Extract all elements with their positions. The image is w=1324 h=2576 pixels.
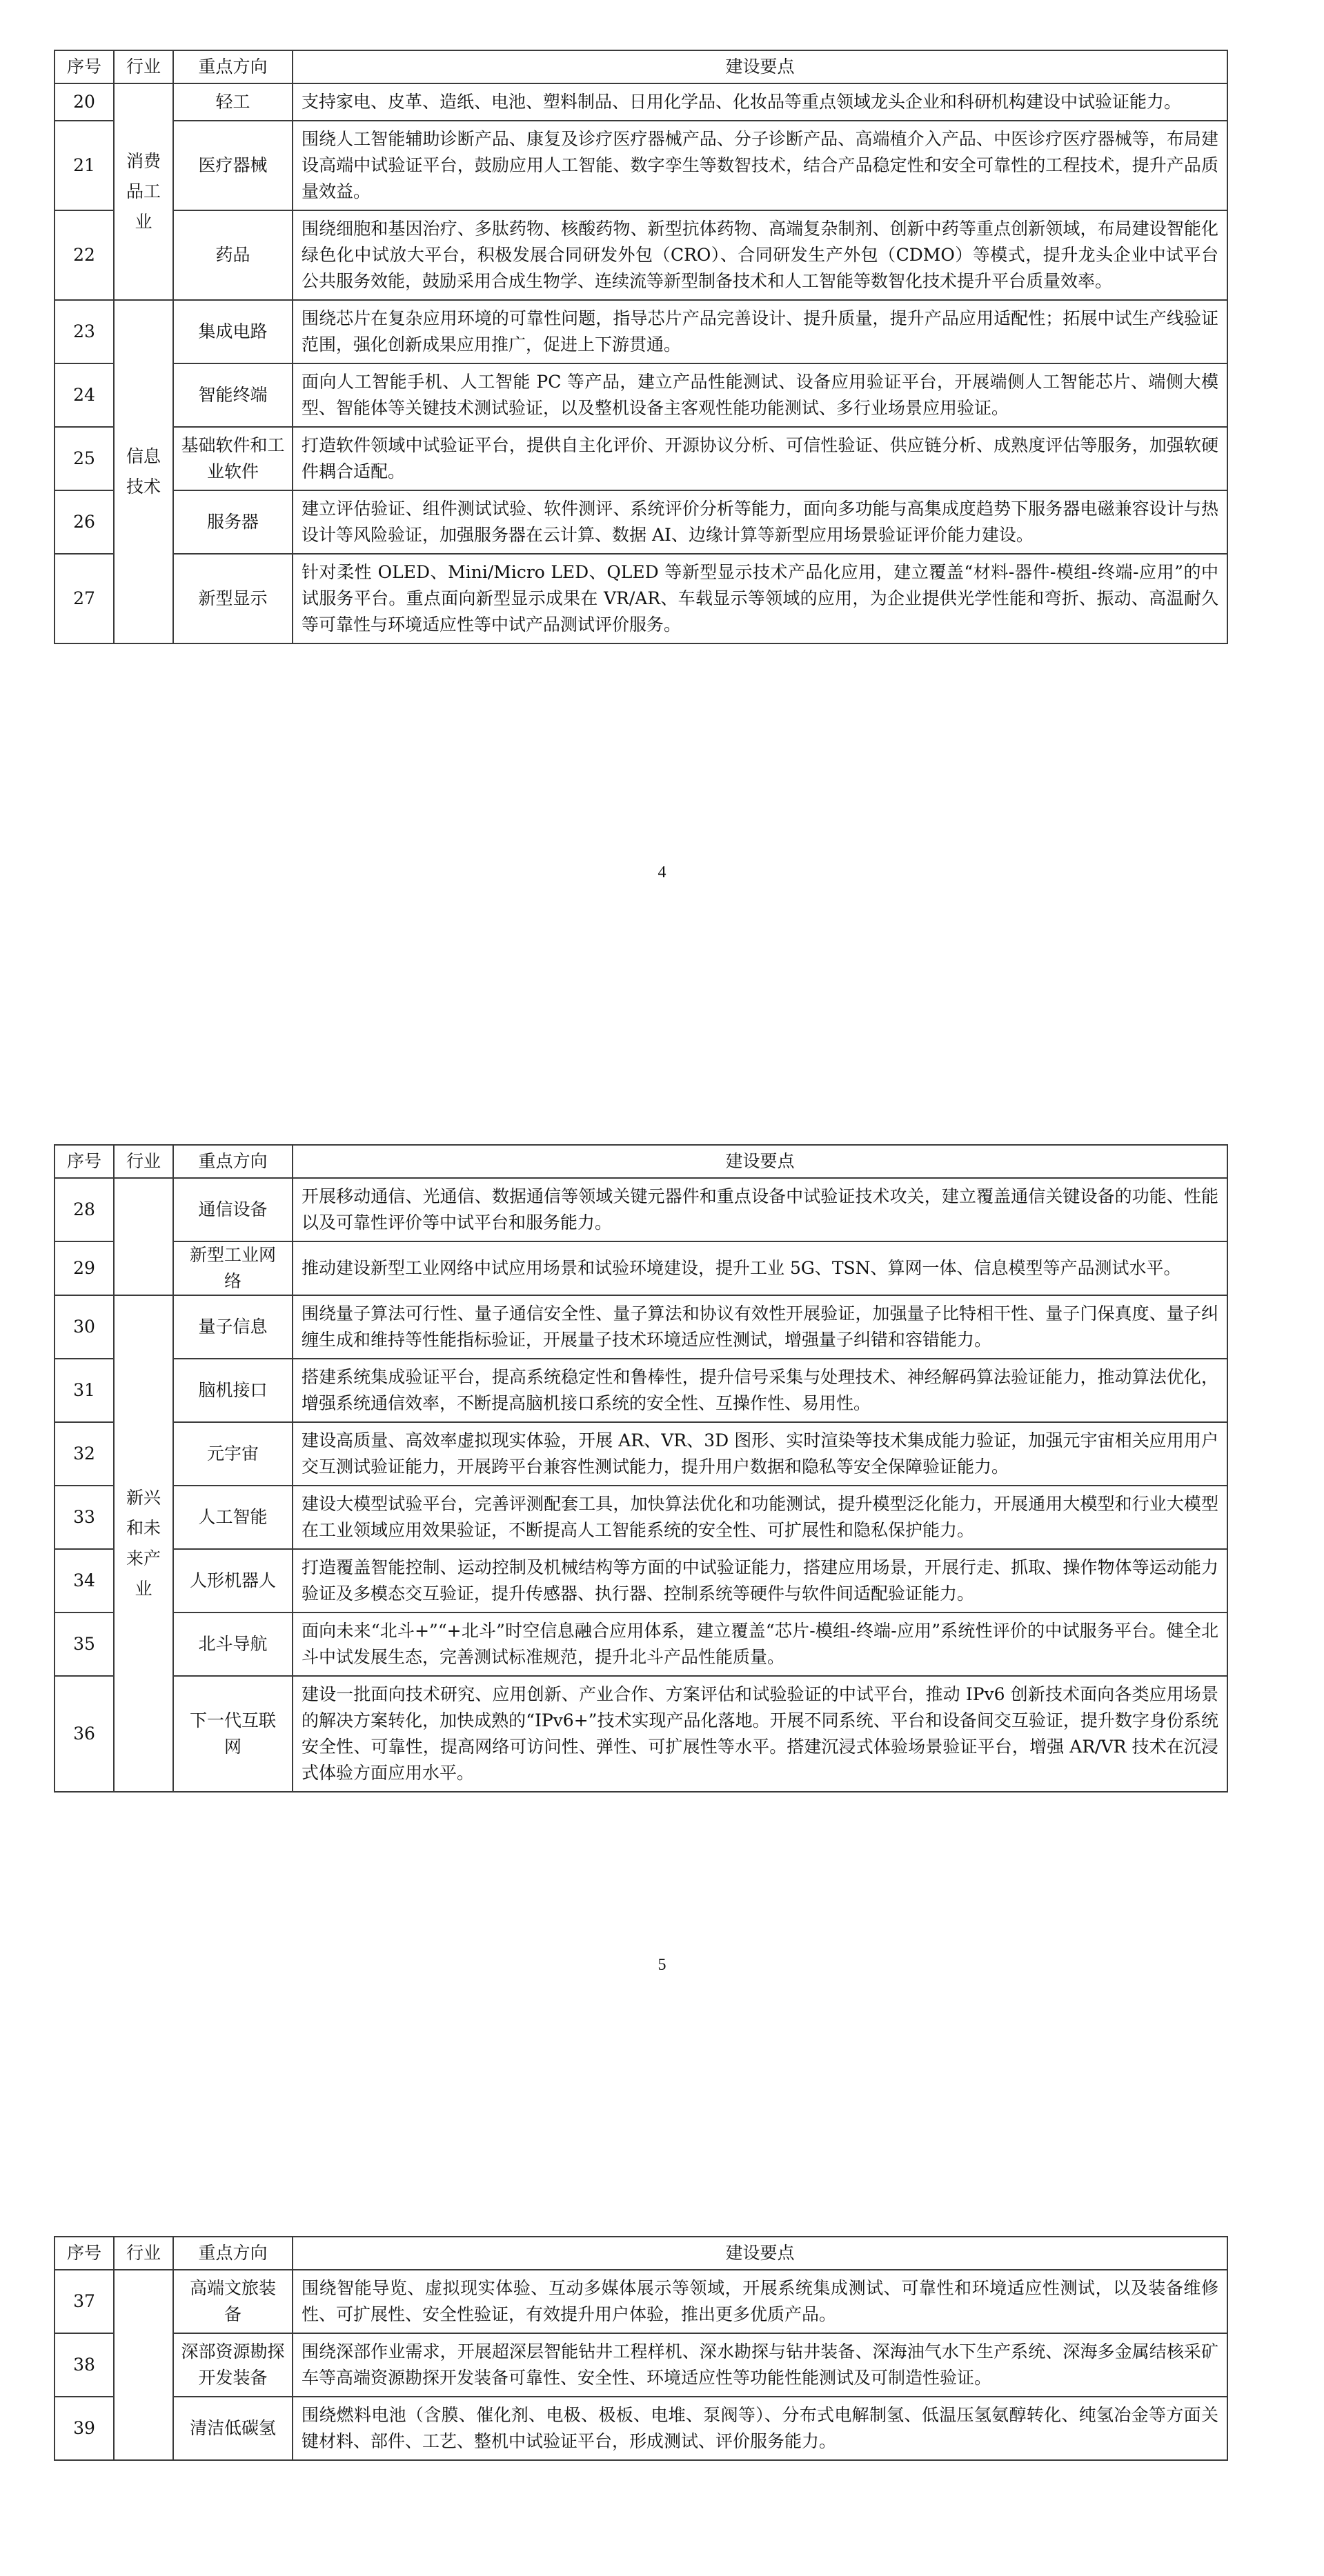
row-no: 32 [55, 1422, 114, 1486]
table-row [55, 1422, 1227, 1486]
table-row [55, 1549, 1227, 1613]
row-direction: 智能终端 [173, 363, 293, 427]
row-points: 建立评估验证、组件测试试验、软件测评、系统评价分析等能力，面向多功能与高集成度趋势下服务器电磁兼容设计与热设计等风险验证，加强服务器在云计算、数据 AI、边缘计算等新型应用场景验证评价能力建设。 [293, 490, 1227, 554]
table-header-row [55, 50, 1227, 83]
table-row [55, 2333, 1227, 2397]
row-points: 围绕芯片在复杂应用环境的可靠性问题，指导芯片产品完善设计、提升质量，提升产品应用适配性；拓展中试生产线验证范围，强化创新成果应用推广，促进上下游贯通。 [293, 300, 1227, 363]
row-no: 29 [55, 1241, 114, 1295]
table-row [55, 121, 1227, 210]
table-row [55, 1241, 1227, 1295]
industry-cell: 新兴和未来产业 [114, 1295, 173, 1792]
row-no: 25 [55, 427, 114, 490]
row-points: 打造软件领域中试验证平台，提供自主化评价、开源协议分析、可信性验证、供应链分析、成熟度评估等服务，加强软硬件耦合适配。 [293, 427, 1227, 490]
table-row [55, 363, 1227, 427]
row-points: 围绕量子算法可行性、量子通信安全性、量子算法和协议有效性开展验证，加强量子比特相干性、量子门保真度、量子纠缠生成和维持等性能指标验证，开展量子技术环境适应性测试，增强量子纠错和容错能力。 [293, 1295, 1227, 1359]
row-no: 33 [55, 1486, 114, 1549]
row-points: 围绕深部作业需求，开展超深层智能钻井工程样机、深水勘探与钻井装备、深海油气水下生产系统、深海多金属结核采矿车等高端资源勘探开发装备可靠性、安全性、环境适应性等功能性能测试及可制造性验证。 [293, 2333, 1227, 2397]
row-direction: 医疗器械 [173, 121, 293, 210]
industry-cell: 信息技术 [114, 300, 173, 643]
table-row [55, 300, 1227, 363]
row-no: 23 [55, 300, 114, 363]
page-number: 5 [658, 1956, 666, 1974]
row-no: 31 [55, 1359, 114, 1422]
header-no: 序号 [55, 2237, 114, 2270]
table-row [55, 1613, 1227, 1676]
row-direction: 量子信息 [173, 1295, 293, 1359]
header-direction: 重点方向 [173, 50, 293, 83]
row-no: 27 [55, 554, 114, 643]
row-no: 35 [55, 1613, 114, 1676]
row-points: 开展移动通信、光通信、数据通信等领域关键元器件和重点设备中试验证技术攻关，建立覆盖通信关键设备的功能、性能以及可靠性评价等中试平台和服务能力。 [293, 1178, 1227, 1241]
industry-cell [114, 2270, 173, 2460]
row-direction: 高端文旅装备 [173, 2270, 293, 2333]
row-no: 36 [55, 1676, 114, 1792]
row-direction: 通信设备 [173, 1178, 293, 1241]
row-no: 22 [55, 210, 114, 300]
row-no: 30 [55, 1295, 114, 1359]
row-direction: 深部资源勘探开发装备 [173, 2333, 293, 2397]
row-points: 面向未来“北斗+”“+北斗”时空信息融合应用体系，建立覆盖“芯片-模组-终端-应用”系统性评价的中试服务平台。健全北斗中试发展生态，完善测试标准规范，提升北斗产品性能质量。 [293, 1613, 1227, 1676]
header-direction: 重点方向 [173, 1145, 293, 1178]
row-no: 39 [55, 2397, 114, 2460]
industry-cell [114, 1178, 173, 1295]
table-row [55, 1295, 1227, 1359]
row-no: 20 [55, 83, 114, 121]
row-direction: 人工智能 [173, 1486, 293, 1549]
header-points: 建设要点 [293, 1145, 1227, 1178]
table-row [55, 83, 1227, 121]
row-direction: 集成电路 [173, 300, 293, 363]
table-row [55, 554, 1227, 643]
table-header-row [55, 1145, 1227, 1178]
row-direction: 新型显示 [173, 554, 293, 643]
row-points: 围绕燃料电池（含膜、催化剂、电极、极板、电堆、泵阀等）、分布式电解制氢、低温压氢氨醇转化、纯氢冶金等方面关键材料、部件、工艺、整机中试验证平台，形成测试、评价服务能力。 [293, 2397, 1227, 2460]
header-no: 序号 [55, 1145, 114, 1178]
row-points: 围绕智能导览、虚拟现实体验、互动多媒体展示等领域，开展系统集成测试、可靠性和环境适应性测试，以及装备维修性、可扩展性、安全性验证，有效提升用户体验，推出更多优质产品。 [293, 2270, 1227, 2333]
row-points: 针对柔性 OLED、Mini/Micro LED、QLED 等新型显示技术产品化应用，建立覆盖“材料-器件-模组-终端-应用”的中试服务平台。重点面向新型显示成果在 VR/AR、车载显示等领域的应用，为企业提供光学性能和弯折、振动、高温耐久等可靠性与环境适应性等中试产品测试评价服务。 [293, 554, 1227, 643]
header-points: 建设要点 [293, 50, 1227, 83]
table-page-4 [54, 50, 1228, 644]
table-row [55, 1486, 1227, 1549]
header-industry: 行业 [114, 1145, 173, 1178]
row-points: 面向人工智能手机、人工智能 PC 等产品，建立产品性能测试、设备应用验证平台，开展端侧人工智能芯片、端侧大模型、智能体等关键技术测试验证，以及整机设备主客观性能功能测试、多行业场景应用验证。 [293, 363, 1227, 427]
row-direction: 服务器 [173, 490, 293, 554]
table-row [55, 2397, 1227, 2460]
table-page-6 [54, 2236, 1228, 2461]
row-no: 26 [55, 490, 114, 554]
page-number: 4 [658, 863, 666, 881]
row-direction: 下一代互联网 [173, 1676, 293, 1792]
row-no: 21 [55, 121, 114, 210]
table-row [55, 427, 1227, 490]
row-no: 28 [55, 1178, 114, 1241]
row-points: 建设大模型试验平台，完善评测配套工具，加快算法优化和功能测试，提升模型泛化能力，开展通用大模型和行业大模型在工业领域应用效果验证，不断提高人工智能系统的安全性、可扩展性和隐私保护能力。 [293, 1486, 1227, 1549]
header-industry: 行业 [114, 2237, 173, 2270]
table-page-5 [54, 1144, 1228, 1793]
row-no: 38 [55, 2333, 114, 2397]
table-row [55, 1359, 1227, 1422]
industry-cell: 消费品工业 [114, 83, 173, 300]
row-points: 建设一批面向技术研究、应用创新、产业合作、方案评估和试验验证的中试平台，推动 IPv6 创新技术面向各类应用场景的解决方案转化，加快成熟的“IPv6+”技术实现产品化落地。开展不同系统、平台和设备间交互验证，提升数字身份系统安全性、可靠性，提高网络可访问性、弹性、可扩展性等水平。搭建沉浸式体验场景验证平台，增强 AR/VR 技术在沉浸式体验方面应用水平。 [293, 1676, 1227, 1792]
row-points: 支持家电、皮革、造纸、电池、塑料制品、日用化学品、化妆品等重点领域龙头企业和科研机构建设中试验证能力。 [293, 83, 1227, 121]
table-row [55, 210, 1227, 300]
row-no: 24 [55, 363, 114, 427]
table-row [55, 1676, 1227, 1792]
header-industry: 行业 [114, 50, 173, 83]
row-direction: 清洁低碳氢 [173, 2397, 293, 2460]
header-no: 序号 [55, 50, 114, 83]
row-points: 围绕人工智能辅助诊断产品、康复及诊疗医疗器械产品、分子诊断产品、高端植介入产品、中医诊疗医疗器械等，布局建设高端中试验证平台，鼓励应用人工智能、数字孪生等数智技术，结合产品稳定性和安全可靠性的工程技术，提升产品质量效益。 [293, 121, 1227, 210]
row-points: 推动建设新型工业网络中试应用场景和试验环境建设，提升工业 5G、TSN、算网一体、信息模型等产品测试水平。 [293, 1241, 1227, 1295]
header-direction: 重点方向 [173, 2237, 293, 2270]
row-direction: 新型工业网络 [173, 1241, 293, 1295]
table-row [55, 1178, 1227, 1241]
row-points: 围绕细胞和基因治疗、多肽药物、核酸药物、新型抗体药物、高端复杂制剂、创新中药等重点创新领域，布局建设智能化绿色化中试放大平台，积极发展合同研发外包（CRO）、合同研发生产外包（CDMO）等模式，提升龙头企业中试平台公共服务效能，鼓励采用合成生物学、连续流等新型制备技术和人工智能等数智化技术提升平台质量效率。 [293, 210, 1227, 300]
row-direction: 基础软件和工业软件 [173, 427, 293, 490]
table-row [55, 490, 1227, 554]
table-header-row [55, 2237, 1227, 2270]
header-points: 建设要点 [293, 2237, 1227, 2270]
row-no: 37 [55, 2270, 114, 2333]
row-direction: 元宇宙 [173, 1422, 293, 1486]
row-points: 打造覆盖智能控制、运动控制及机械结构等方面的中试验证能力，搭建应用场景，开展行走、抓取、操作物体等运动能力验证及多模态交互验证，提升传感器、执行器、控制系统等硬件与软件间适配验证能力。 [293, 1549, 1227, 1613]
row-direction: 人形机器人 [173, 1549, 293, 1613]
row-direction: 脑机接口 [173, 1359, 293, 1422]
row-direction: 轻工 [173, 83, 293, 121]
row-points: 建设高质量、高效率虚拟现实体验，开展 AR、VR、3D 图形、实时渲染等技术集成能力验证，加强元宇宙相关应用用户交互测试验证能力，开展跨平台兼容性测试能力，提升用户数据和隐私等安全保障验证能力。 [293, 1422, 1227, 1486]
row-direction: 药品 [173, 210, 293, 300]
row-direction: 北斗导航 [173, 1613, 293, 1676]
row-points: 搭建系统集成验证平台，提高系统稳定性和鲁棒性，提升信号采集与处理技术、神经解码算法验证能力，推动算法优化，增强系统通信效率，不断提高脑机接口系统的安全性、互操作性、易用性。 [293, 1359, 1227, 1422]
table-row [55, 2270, 1227, 2333]
row-no: 34 [55, 1549, 114, 1613]
